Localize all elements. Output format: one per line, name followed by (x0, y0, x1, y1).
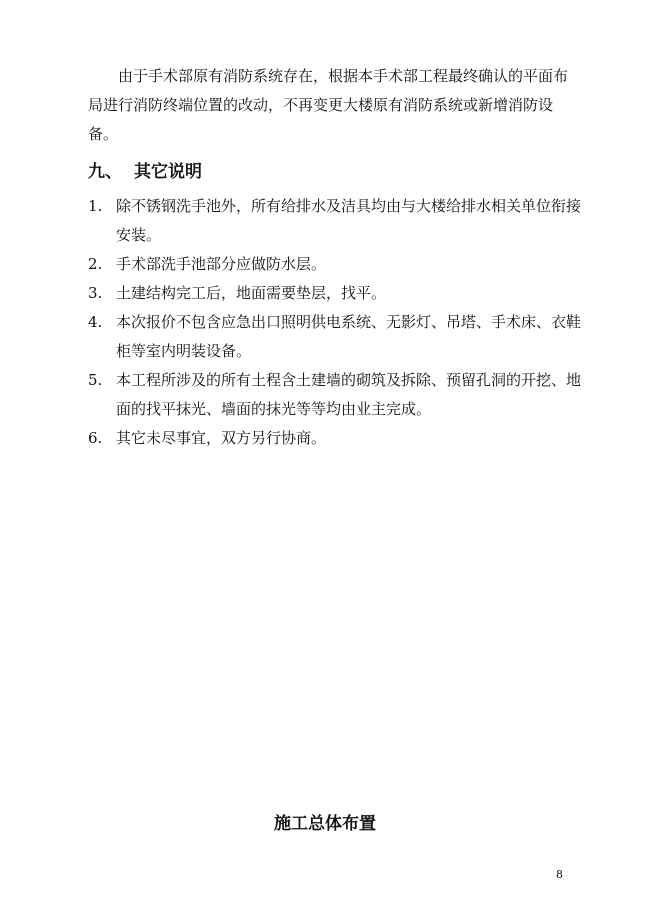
list-item-number: 5. (88, 371, 103, 389)
list-item-number: 4. (88, 313, 103, 331)
list-item-number: 2. (88, 255, 103, 273)
list-item-text: 除不锈钢洗手池外，所有给排水及洁具均由与大楼给排水相关单位衔接安装。 (116, 197, 582, 244)
list-item-text: 其它未尽事宜，双方另行协商。 (116, 429, 327, 447)
next-section-title: 施工总体布置 (274, 814, 376, 834)
list-item (88, 424, 588, 453)
intro-paragraph: 由于手术部原有消防系统存在，根据本手术部工程最终确认的平面布局进行消防终端位置的改动，不再变更大楼原有消防系统或新增消防设备。 (88, 67, 569, 143)
list-item-text: 本次报价不包含应急出口照明供电系统、无影灯、吊塔、手术床、衣鞋柜等室内明装设备。 (116, 313, 582, 360)
list-item (88, 192, 588, 250)
section-number: 九、 (88, 162, 122, 182)
section-title: 其它说明 (134, 162, 202, 182)
list-item-number: 1. (88, 197, 103, 215)
list-item-text: 本工程所涉及的所有土程含土建墙的砌筑及拆除、预留孔洞的开挖、地面的找平抹光、墙面的抹光等等均由业主完成。 (116, 371, 582, 418)
list-item (88, 308, 588, 366)
list-item (88, 279, 588, 308)
list-item (88, 250, 588, 279)
list-item-number: 3. (88, 284, 103, 302)
list-item (88, 366, 588, 424)
page-number: 8 (556, 868, 563, 881)
notes-list (88, 192, 588, 453)
section-heading (88, 160, 202, 184)
list-item-number: 6. (88, 429, 103, 447)
list-item-text: 手术部洗手池部分应做防水层。 (116, 255, 327, 273)
list-item-text: 土建结构完工后，地面需要垫层，找平。 (116, 284, 387, 302)
